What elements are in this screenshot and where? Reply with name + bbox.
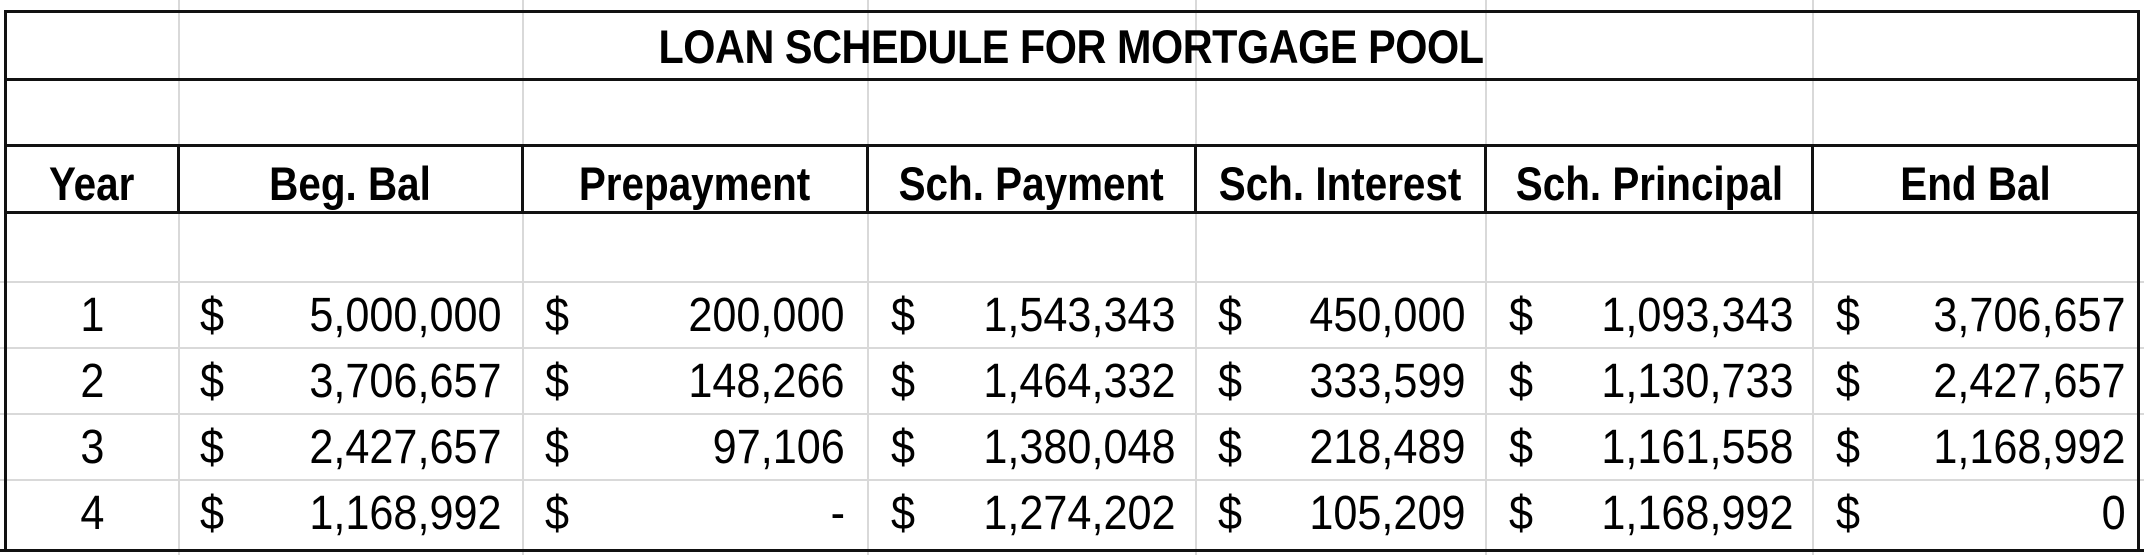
cell-sch-principal-currency xyxy=(1509,414,1549,480)
cell-beg-bal-text: 1,168,992 xyxy=(309,486,502,540)
cell-sch-principal-currency xyxy=(1509,480,1549,546)
page-title: LOAN SCHEDULE FOR MORTGAGE POOL xyxy=(658,19,1484,73)
cell-sch-principal xyxy=(1554,282,1794,348)
column-header-year xyxy=(7,150,177,216)
cell-beg-bal-currency xyxy=(200,414,240,480)
cell-sch-interest-currency xyxy=(1218,282,1258,348)
cell-year xyxy=(7,480,177,546)
cell-sch-payment xyxy=(936,282,1176,348)
cell-prepayment-currency-text: $ xyxy=(545,420,570,474)
cell-prepayment xyxy=(590,348,845,414)
cell-sch-interest-currency xyxy=(1218,348,1258,414)
column-header-end-bal xyxy=(1814,150,2137,216)
cell-sch-payment-text: 1,464,332 xyxy=(983,354,1176,408)
cell-year-text: 3 xyxy=(79,420,105,474)
column-header-sch-interest xyxy=(1197,150,1484,216)
cell-sch-payment xyxy=(936,414,1176,480)
cell-sch-interest-text: 105,209 xyxy=(1309,486,1466,540)
column-header-sch-payment xyxy=(869,150,1194,216)
cell-end-bal-text: 0 xyxy=(2101,486,2126,540)
gridline xyxy=(1485,0,1487,555)
cell-year-text: 1 xyxy=(79,288,105,342)
border xyxy=(0,549,2144,552)
cell-sch-payment-currency-text: $ xyxy=(891,288,916,342)
cell-beg-bal xyxy=(245,282,502,348)
cell-beg-bal-currency xyxy=(200,480,240,546)
cell-beg-bal-currency-text: $ xyxy=(200,486,225,540)
cell-beg-bal-text: 2,427,657 xyxy=(309,420,502,474)
cell-end-bal-text: 1,168,992 xyxy=(1933,420,2126,474)
cell-prepayment xyxy=(590,282,845,348)
header-label: Sch. Interest xyxy=(1219,156,1462,210)
cell-end-bal-currency xyxy=(1836,480,1876,546)
cell-beg-bal-currency xyxy=(200,348,240,414)
cell-end-bal-currency-text: $ xyxy=(1836,486,1861,540)
header-label: End Bal xyxy=(1900,156,2051,210)
cell-sch-payment-currency xyxy=(891,480,931,546)
cell-prepayment-currency-text: $ xyxy=(545,288,570,342)
cell-sch-payment-currency xyxy=(891,348,931,414)
header-label: Prepayment xyxy=(579,156,811,210)
cell-sch-interest xyxy=(1263,414,1466,480)
cell-sch-payment-currency-text: $ xyxy=(891,486,916,540)
cell-prepayment-text: 148,266 xyxy=(688,354,845,408)
cell-end-bal-text: 2,427,657 xyxy=(1933,354,2126,408)
cell-sch-payment-currency xyxy=(891,282,931,348)
border xyxy=(2137,10,2140,552)
cell-beg-bal-currency-text: $ xyxy=(200,420,225,474)
cell-beg-bal-text: 5,000,000 xyxy=(309,288,502,342)
cell-beg-bal-currency-text: $ xyxy=(200,354,225,408)
cell-sch-payment-currency xyxy=(891,414,931,480)
border xyxy=(4,144,2140,147)
cell-year xyxy=(7,414,177,480)
cell-beg-bal-currency xyxy=(200,282,240,348)
cell-end-bal xyxy=(1881,348,2126,414)
cell-beg-bal-currency-text: $ xyxy=(200,288,225,342)
header-label: Beg. Bal xyxy=(269,156,432,210)
cell-sch-interest xyxy=(1263,282,1466,348)
cell-year-text: 4 xyxy=(79,486,105,540)
cell-sch-principal-currency-text: $ xyxy=(1509,420,1534,474)
cell-sch-interest-currency-text: $ xyxy=(1218,420,1243,474)
cell-sch-interest-currency xyxy=(1218,414,1258,480)
cell-prepayment-currency xyxy=(545,414,585,480)
header-label: Sch. Principal xyxy=(1515,156,1783,210)
cell-sch-principal-currency xyxy=(1509,348,1549,414)
cell-sch-interest-text: 333,599 xyxy=(1309,354,1466,408)
cell-beg-bal-text: 3,706,657 xyxy=(309,354,502,408)
cell-end-bal-currency-text: $ xyxy=(1836,288,1861,342)
cell-year xyxy=(7,282,177,348)
cell-prepayment-currency-text: $ xyxy=(545,486,570,540)
cell-sch-principal-text: 1,130,733 xyxy=(1601,354,1794,408)
header-label: Sch. Payment xyxy=(898,156,1165,210)
cell-prepayment xyxy=(590,480,845,546)
cell-sch-principal xyxy=(1554,414,1794,480)
cell-sch-payment-text: 1,380,048 xyxy=(983,420,1176,474)
gridline xyxy=(522,0,524,555)
cell-end-bal-currency xyxy=(1836,348,1876,414)
cell-end-bal xyxy=(1881,282,2126,348)
gridline xyxy=(867,0,869,555)
cell-end-bal-currency-text: $ xyxy=(1836,420,1861,474)
cell-end-bal xyxy=(1881,414,2126,480)
cell-sch-interest-text: 450,000 xyxy=(1309,288,1466,342)
cell-beg-bal xyxy=(245,480,502,546)
cell-sch-interest-currency xyxy=(1218,480,1258,546)
cell-sch-principal-currency-text: $ xyxy=(1509,354,1534,408)
cell-end-bal-currency xyxy=(1836,414,1876,480)
cell-end-bal-currency-text: $ xyxy=(1836,354,1861,408)
cell-sch-payment xyxy=(936,480,1176,546)
cell-sch-interest-currency-text: $ xyxy=(1218,288,1243,342)
cell-end-bal-text: 3,706,657 xyxy=(1933,288,2126,342)
cell-sch-interest-text: 218,489 xyxy=(1309,420,1466,474)
cell-prepayment xyxy=(590,414,845,480)
cell-sch-principal-currency xyxy=(1509,282,1549,348)
cell-sch-payment xyxy=(936,348,1176,414)
cell-prepayment-text: 200,000 xyxy=(688,288,845,342)
cell-sch-interest-currency-text: $ xyxy=(1218,354,1243,408)
cell-sch-principal xyxy=(1554,480,1794,546)
cell-sch-principal-text: 1,168,992 xyxy=(1601,486,1794,540)
header-label: Year xyxy=(49,156,135,210)
cell-sch-payment-currency-text: $ xyxy=(891,420,916,474)
cell-prepayment-text: 97,106 xyxy=(712,420,845,474)
cell-sch-payment-text: 1,274,202 xyxy=(983,486,1176,540)
cell-sch-principal-currency-text: $ xyxy=(1509,288,1534,342)
cell-beg-bal xyxy=(245,414,502,480)
cell-end-bal xyxy=(1881,480,2126,546)
cell-prepayment-currency xyxy=(545,348,585,414)
cell-sch-payment-currency-text: $ xyxy=(891,354,916,408)
cell-prepayment-text: - xyxy=(830,486,845,540)
cell-year-text: 2 xyxy=(79,354,105,408)
column-header-sch-principal xyxy=(1487,150,1811,216)
cell-prepayment-currency xyxy=(545,282,585,348)
cell-sch-interest xyxy=(1263,480,1466,546)
cell-sch-principal-text: 1,161,558 xyxy=(1601,420,1794,474)
cell-sch-interest-currency-text: $ xyxy=(1218,486,1243,540)
cell-sch-principal-text: 1,093,343 xyxy=(1601,288,1794,342)
cell-end-bal-currency xyxy=(1836,282,1876,348)
gridline xyxy=(178,0,180,555)
cell-sch-principal xyxy=(1554,348,1794,414)
cell-beg-bal xyxy=(245,348,502,414)
cell-prepayment-currency xyxy=(545,480,585,546)
cell-sch-interest xyxy=(1263,348,1466,414)
column-header-beg-bal xyxy=(180,150,521,216)
gridline xyxy=(1812,0,1814,555)
cell-sch-payment-text: 1,543,343 xyxy=(983,288,1176,342)
gridline xyxy=(1195,0,1197,555)
cell-year xyxy=(7,348,177,414)
column-header-prepayment xyxy=(524,150,866,216)
cell-prepayment-currency-text: $ xyxy=(545,354,570,408)
cell-sch-principal-currency-text: $ xyxy=(1509,486,1534,540)
